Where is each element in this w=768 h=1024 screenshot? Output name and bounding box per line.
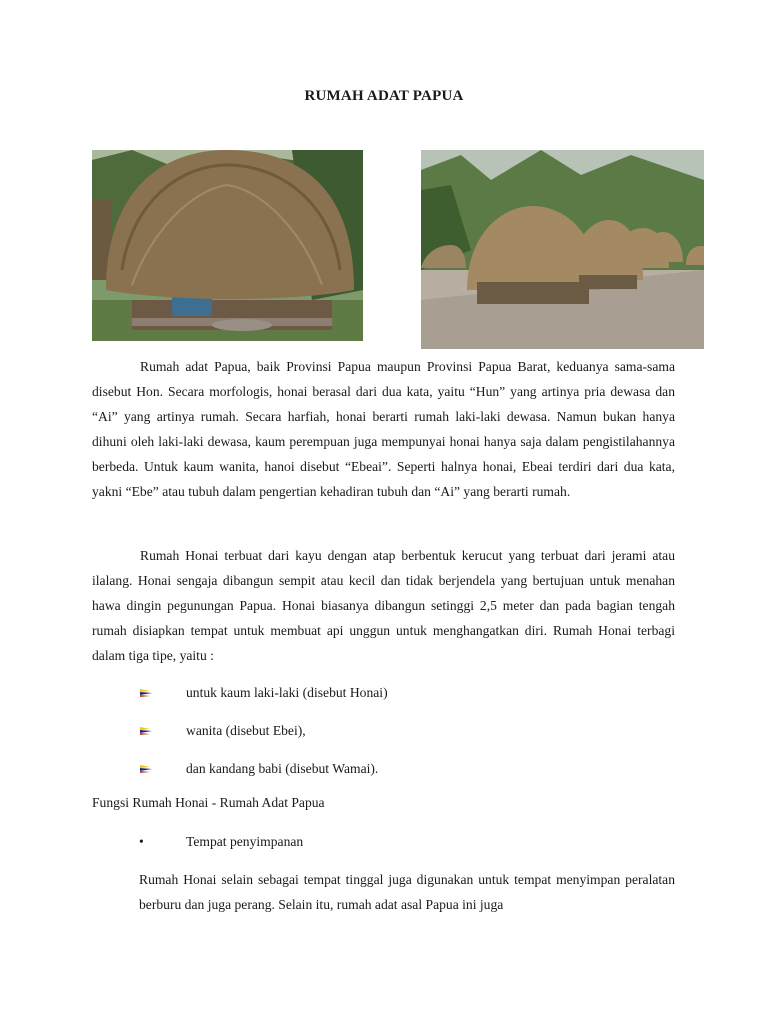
section-subheading: Fungsi Rumah Honai - Rumah Adat Papua [92,795,325,810]
arrow-bullet-icon [139,764,153,774]
arrow-bullet-icon [139,688,153,698]
paragraph-intro: Rumah adat Papua, baik Provinsi Papua maupun Provinsi Papua Barat, keduanya sama-sama disebut Hon. Secara morfologis, honai berasal dari dua kata, yaitu “Hun” yang artinya pria dewasa dan “Ai” yang artinya rumah. Secara harfiah, honai berarti rumah laki-laki dewasa. Namun bukan hanya dihuni oleh laki-laki dewasa, kaum perempuan juga mempunyai honai hanya saja dalam pengistilahannya berbeda. Untuk kaum wanita, hanoi disebut “Ebeai”. Seperti halnya honai, Ebeai terdiri dari dua kata, yakni “Ebe” atau tubuh dalam pengertian kehadiran tubuh dan “Ai” yang berarti rumah. [92,359,675,499]
honai-photo-single [92,150,363,341]
list-item-text: wanita (disebut Ebei), [186,723,306,738]
list-item-text: untuk kaum laki-laki (disebut Honai) [186,685,388,700]
list-item-text: dan kandang babi (disebut Wamai). [186,761,379,776]
arrow-bullet-icon [139,726,153,736]
bullet-dot-icon: • [139,834,144,849]
paragraph-function: Rumah Honai selain sebagai tempat tinggal juga digunakan untuk tempat menyimpan peralatan berburu dan juga perang. Selain itu, rumah adat asal Papua ini juga [139,872,675,912]
list-item-text: Tempat penyimpanan [186,834,304,849]
page-title: RUMAH ADAT PAPUA [304,88,464,104]
honai-photo-village [421,150,704,349]
paragraph-description: Rumah Honai terbuat dari kayu dengan atap berbentuk kerucut yang terbuat dari jerami atau ilalang. Honai sengaja dibangun sempit atau kecil dan tidak berjendela yang bertujuan untuk menahan hawa dingin pegunungan Papua. Honai biasanya dibangun setinggi 2,5 meter dan pada bagian tengah rumah disiapkan tempat untuk membuat api unggun untuk menghangatkan diri. Rumah Honai terbagi dalam tiga tipe, yaitu : [92,548,675,663]
